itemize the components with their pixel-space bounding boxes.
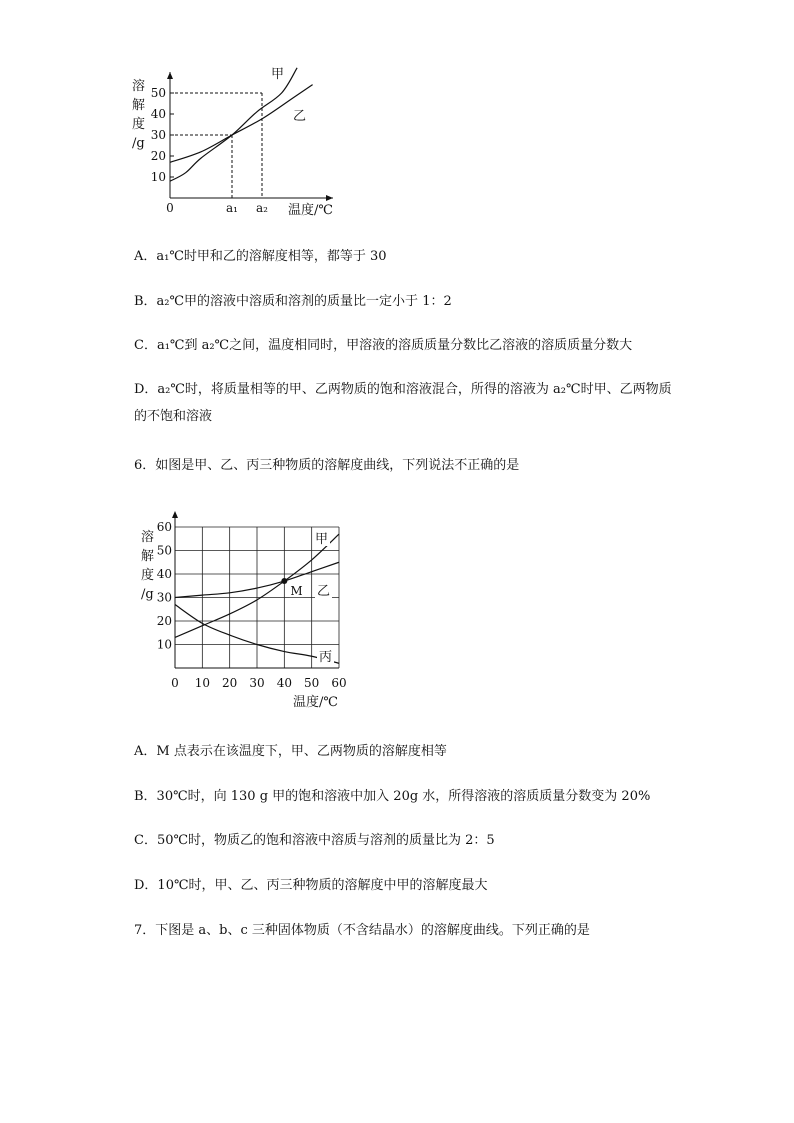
- q5-option-d: D．a₂℃时，将质量相等的甲、乙两物质的饱和溶液混合，所得的溶液为 a₂℃时甲、乙两物质的不饱和溶液: [134, 382, 672, 424]
- q7-stem: 7．下图是 a、b、c 三种固体物质（不含结晶水）的溶解度曲线。下列正确的是: [134, 923, 590, 938]
- q5-option-a: A．a₁℃时甲和乙的溶解度相等，都等于 30: [134, 249, 387, 264]
- solubility-chart-2: [135, 505, 365, 715]
- q6-stem: 6．如图是甲、乙、丙三种物质的溶解度曲线，下列说法不正确的是: [134, 458, 520, 473]
- chart2-series-label: 甲: [315, 532, 329, 547]
- chart2-xtick-label: 30: [249, 676, 265, 690]
- chart1-ylabel-char: 度: [132, 117, 146, 132]
- chart1-series-label: 甲: [271, 67, 285, 82]
- chart1-series: [170, 67, 313, 181]
- q5-option-c: C．a₁℃到 a₂℃之间，温度相同时，甲溶液的溶质质量分数比乙溶液的溶质质量分数大: [134, 338, 633, 353]
- chart1-guides: [170, 93, 262, 198]
- chart1-ytick-label: 10: [150, 170, 166, 184]
- chart1-xtick-label: 0: [166, 201, 174, 215]
- chart2-ylabel-char: 解: [141, 549, 155, 564]
- chart2-ytick-label: 60: [156, 520, 172, 534]
- chart2-ytick-label: 40: [156, 567, 172, 581]
- chart1-ylabel-char: 解: [132, 98, 146, 113]
- chart1-ytick-label: 40: [150, 107, 166, 121]
- chart2-point-m: [281, 578, 287, 584]
- solubility-chart-1: [128, 64, 368, 218]
- chart1-series-label: 乙: [293, 109, 307, 124]
- chart2-series-label: 丙: [319, 650, 333, 665]
- chart2-xlabel: 温度/℃: [293, 695, 338, 710]
- chart1-xtick-label: a₂: [256, 201, 268, 215]
- chart1-y-arrow: [167, 72, 173, 79]
- q5-option-b: B．a₂℃甲的溶液中溶质和溶剂的质量比一定小于 1：2: [134, 294, 452, 309]
- chart1-ylabel-char: /g: [132, 136, 145, 151]
- chart2-point-label: M: [290, 584, 303, 599]
- chart1-series-jia: [170, 68, 297, 181]
- chart1-ylabel-char: 溶: [132, 79, 146, 94]
- chart1-series-yi: [170, 85, 313, 163]
- chart2-ytick-label: 10: [156, 637, 172, 652]
- chart2-ytick-label: 50: [156, 543, 172, 558]
- chart1-xlabel: 温度/℃: [288, 203, 333, 218]
- chart2-ytick-label: 30: [156, 590, 172, 605]
- chart1-ytick-label: 20: [150, 149, 166, 163]
- q6-option-b: B．30℃时，向 130 g 甲的饱和溶液中加入 20g 水，所得溶液的溶质质量分数变为 20%: [134, 789, 651, 804]
- chart1-x-arrow: [326, 195, 333, 201]
- chart2-grid: [175, 527, 339, 668]
- chart2-xtick-label: 0: [171, 676, 179, 690]
- q6-option-d: D．10℃时，甲、乙、丙三种物质的溶解度中甲的溶解度最大: [134, 878, 488, 893]
- q6-option-a: A．M 点表示在该温度下，甲、乙两物质的溶解度相等: [134, 744, 447, 759]
- chart2-series-label: 乙: [317, 584, 331, 599]
- q6-option-c: C．50℃时，物质乙的饱和溶液中溶质与溶剂的质量比为 2：5: [134, 833, 495, 848]
- chart2-xtick-label: 40: [276, 676, 292, 690]
- chart2-xtick-label: 60: [331, 676, 347, 690]
- chart1-ytick-label: 50: [150, 86, 166, 100]
- chart2-ylabel-char: /g: [141, 587, 154, 602]
- chart2-ylabel-char: 度: [141, 568, 155, 583]
- chart2-ylabel-char: 溶: [141, 530, 155, 545]
- chart1-ytick-label: 30: [150, 128, 166, 142]
- chart2-xtick-label: 20: [222, 676, 238, 690]
- chart2-xtick-label: 10: [194, 676, 210, 690]
- chart2-y-arrow: [172, 511, 178, 518]
- chart1-axes: [167, 72, 333, 201]
- chart2-xtick-label: 50: [304, 676, 320, 690]
- chart1-ticks: [151, 86, 268, 215]
- chart1-xtick-label: a₁: [226, 201, 238, 215]
- chart2-ytick-label: 20: [156, 614, 172, 628]
